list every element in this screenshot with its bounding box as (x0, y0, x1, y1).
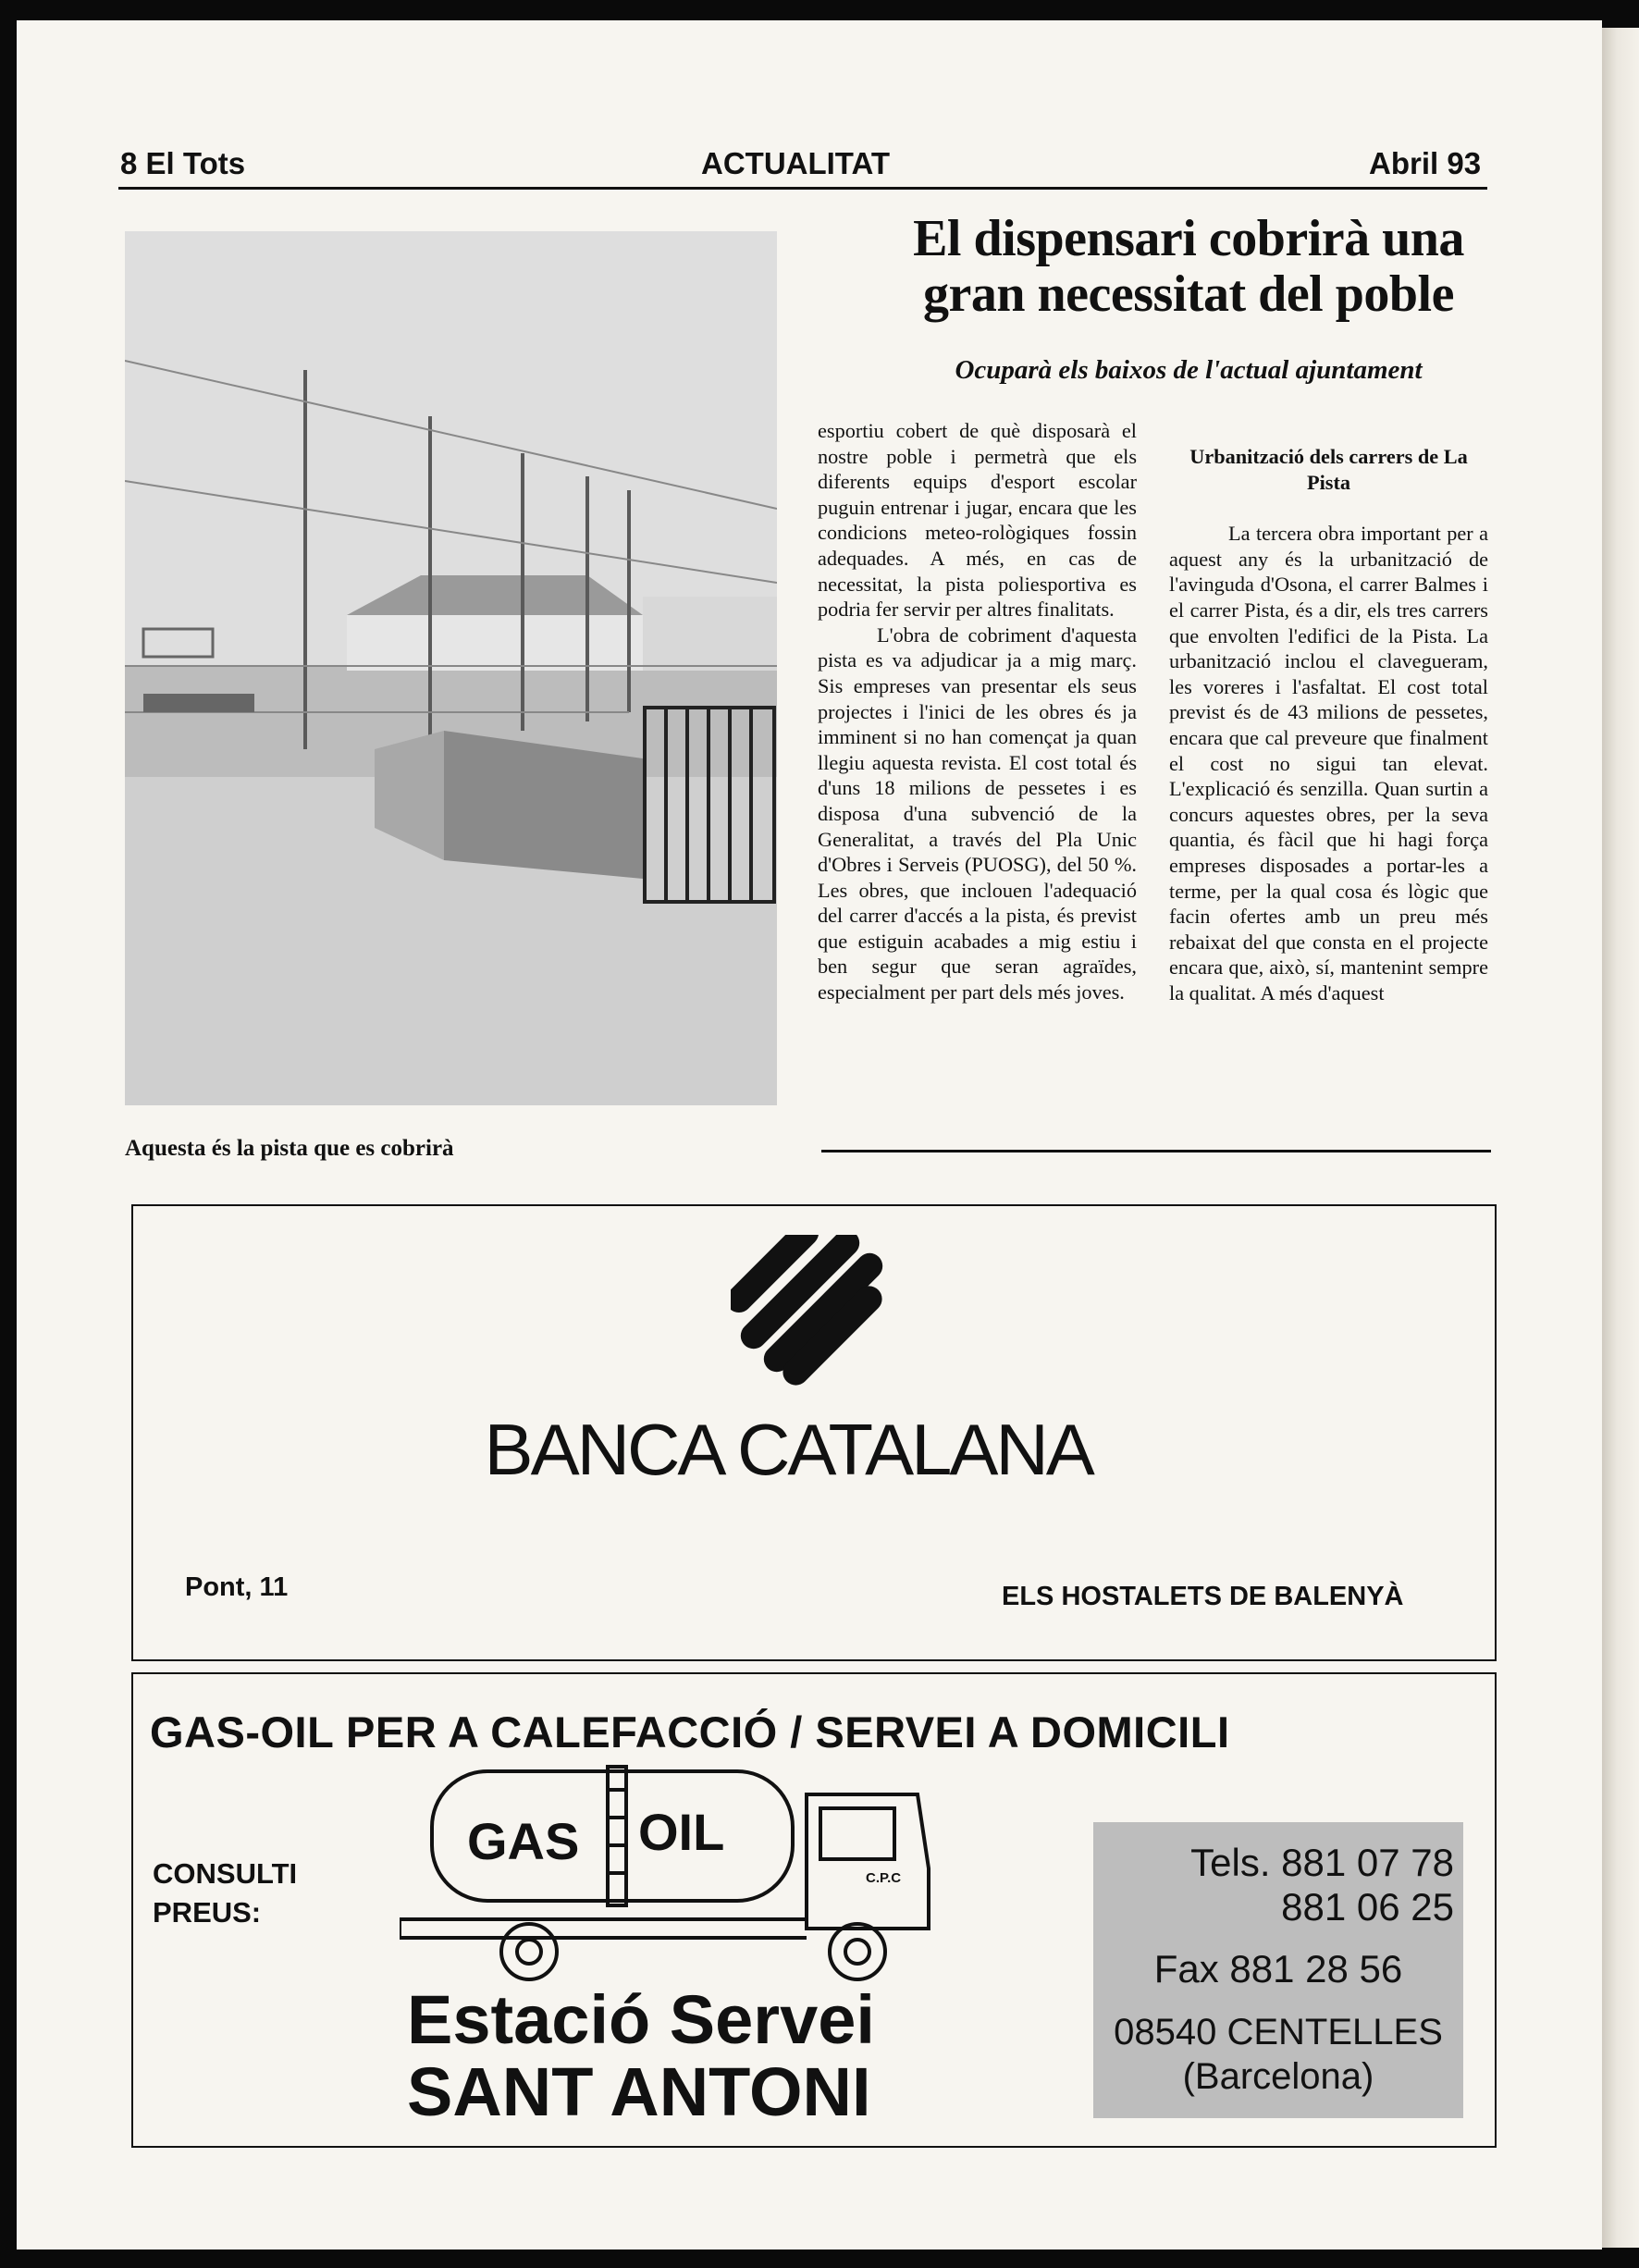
consult-prices (153, 1855, 297, 1932)
headline-line-2: gran necessitat del poble (923, 265, 1454, 323)
article-headline (795, 211, 1582, 322)
article-column-2 (1169, 444, 1488, 1005)
column-2-paragraph-1: La tercera obra important per a aquest any és la urbanització de l'avinguda d'Osona, el carrer Balmes i el carrer Pista, és a dir, els tres carrers que envolten l'edifici de la Pista. La urbanització inclou el clavegueram, les voreres i l'asfaltat. El cost total previst és de 43 milions de pessetes, encara que cal preveure que finalment el cost no sigui tan elevat. L'explicació és senzilla. Quan surtin a concurs aquestes obres, per la seva quantia, és fàcil que hi hagi força empreses disposades a portar-les a terme, per la qual cosa és lògic que facin ofertes amb un preu més rebaixat del que consta en el projecte encara que, això, sí, mantenint sempre la qualitat. A més d'aquest (1169, 522, 1488, 1005)
contact-phones (1103, 1841, 1454, 1929)
station-line-1: Estació Servei (407, 1981, 875, 2058)
photo-caption: Aquesta és la pista que es cobrirà (125, 1136, 454, 1161)
article-subheadline: Ocuparà els baixos de l'actual ajuntament (955, 355, 1423, 385)
truck-word-oil: OIL (638, 1803, 725, 1861)
article-end-rule (821, 1150, 1491, 1152)
postal-town: 08540 CENTELLES (1114, 2012, 1443, 2052)
section-title: ACTUALITAT (701, 146, 891, 180)
fax-number: Fax 881 28 56 (1153, 1947, 1403, 1991)
bank-logo-icon (731, 1235, 888, 1392)
gasoil-banner: GAS-OIL PER A CALEFACCIÓ / SERVEI A DOMICILI (150, 1707, 1230, 1756)
truck-word-gas: GAS (467, 1812, 580, 1870)
bank-name: BANCA CATALANA (484, 1409, 1092, 1490)
page-label: 8 El Tots (120, 146, 246, 180)
column-1-paragraph-1: esportiu cobert de què disposarà el nostre poble i permetrà que els diferents equips d'esport escolar puguin entrenar i jugar, encara que les condicions meteo-rològiques fossin adequades. A més, en cas de necessitat, la pista poliesportiva es podria fer servir per altres finalitats. (818, 419, 1137, 622)
station-line-2: SANT ANTONI (407, 2053, 871, 2130)
consult-line-2: PREUS: (153, 1896, 262, 1929)
bank-address: Pont, 11 (185, 1572, 289, 1602)
station-name (407, 1981, 875, 2130)
bank-town: ELS HOSTALETS DE BALENYÀ (1002, 1582, 1404, 1611)
column-1-paragraph-2: L'obra de cobriment d'aquesta pista es va adjudicar ja a mig març. Sis empreses van presentar els seus projectes i l'inici de les obres és ja imminent si no han començat ja quan llegiu aquesta revista. El cost total és d'uns 18 milions de pessetes i es disposa d'una subvenció de la Generalitat, a través del Pla Unic d'Obres i Serveis (PUOSG), del 50 %. Les obres, que inclouen l'adequació del carrer d'accés a la pista, és previst que estiguin acabades a mig estiu i ben segur que seran agraïdes, especialment per part dels més joves. (818, 622, 1137, 1005)
consult-line-1: CONSULTI (153, 1857, 298, 1890)
sports-court-photo (125, 231, 777, 1105)
article-photo (125, 231, 777, 1105)
postal-address (1097, 2010, 1460, 2099)
phone-2: 881 06 25 (1281, 1885, 1454, 1929)
facing-page-edge (1602, 28, 1639, 2248)
phone-1: Tels. 881 07 78 (1190, 1841, 1454, 1884)
postal-region: (Barcelona) (1182, 2056, 1374, 2097)
truck-badge: C.P.C (866, 1870, 902, 1886)
issue-date: Abril 93 (1369, 146, 1482, 180)
column-2-heading: Urbanització dels carrers de La Pista (1189, 445, 1468, 494)
header-rule (118, 187, 1487, 190)
article-column-1 (818, 418, 1137, 1005)
headline-line-1: El dispensari cobrirà una (913, 210, 1464, 267)
